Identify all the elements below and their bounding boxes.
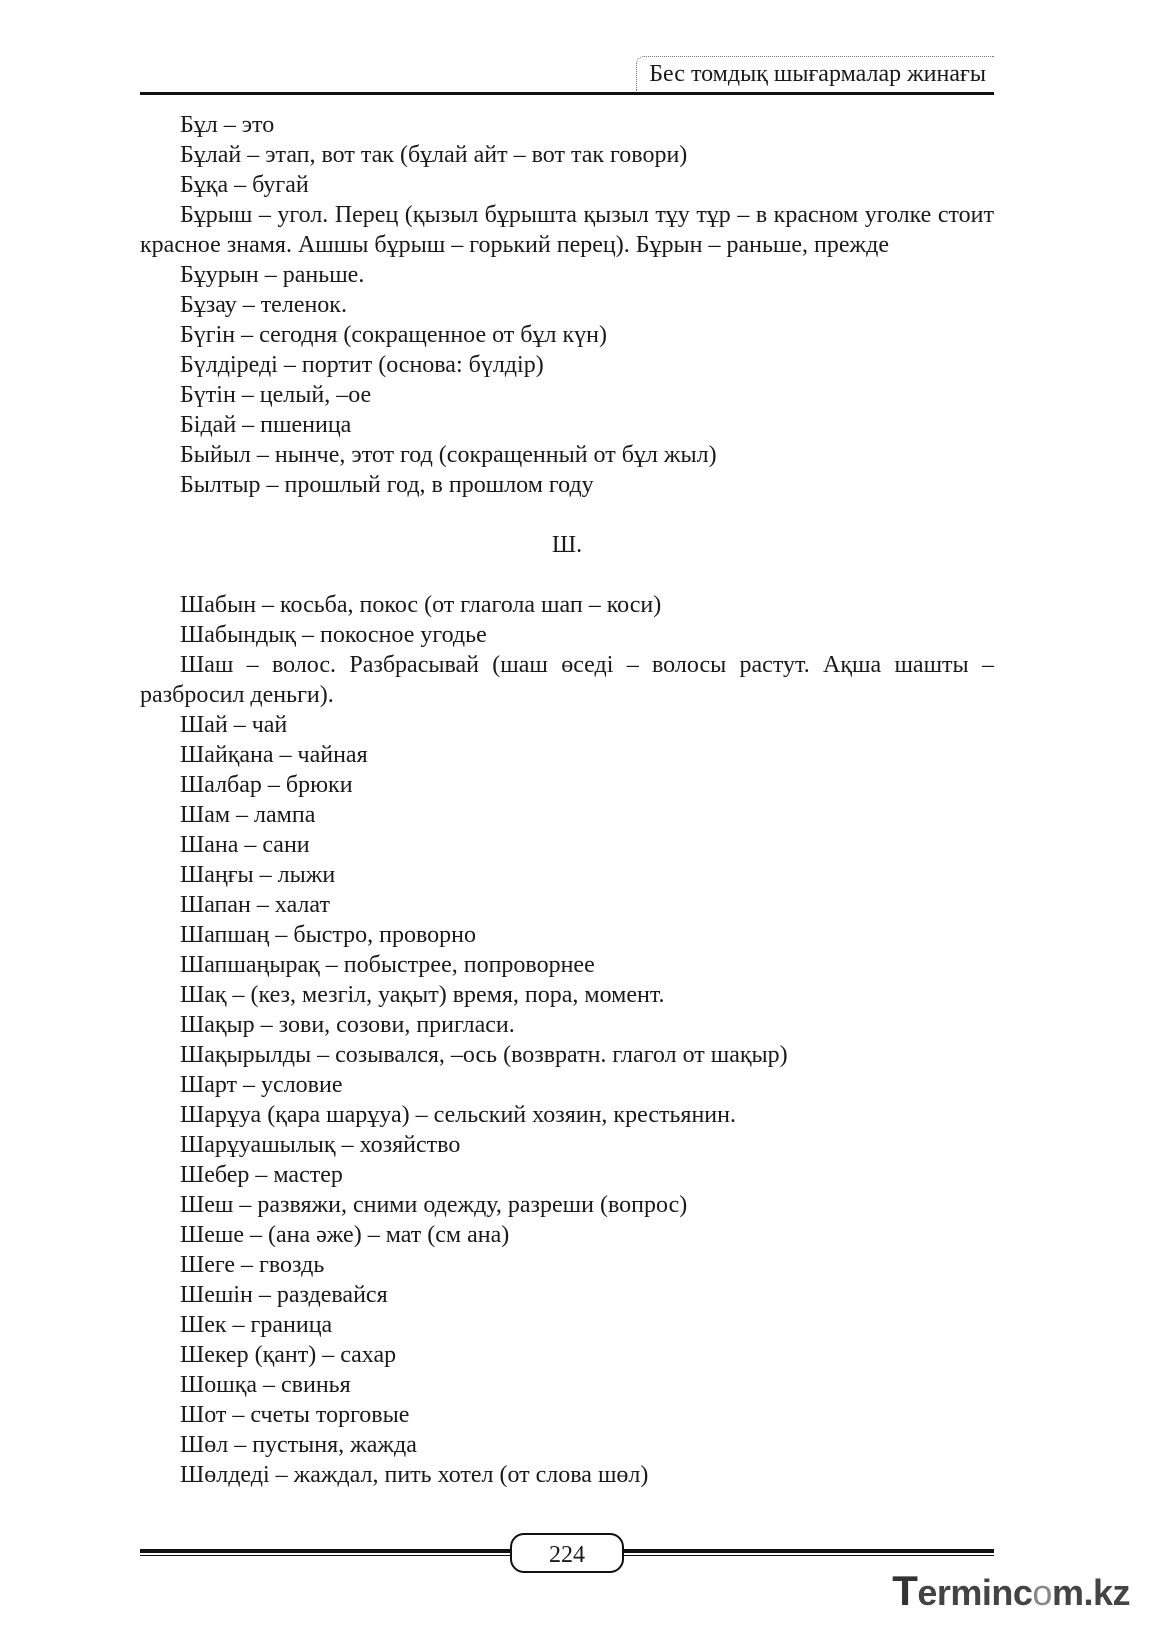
glossary-entry: Шеге – гвоздь [180, 1252, 325, 1278]
glossary-entry: Шай – чай [180, 712, 288, 738]
glossary-entry: Шалбар – брюки [180, 772, 353, 798]
glossary-entry: Бұзау – теленок. [180, 292, 347, 318]
glossary-entry: Шешін – раздевайся [180, 1282, 388, 1308]
glossary-entry: Шабын – косьба, покос (от глагола шап – коси) [180, 592, 662, 618]
glossary-entry: Бұурын – раньше. [180, 262, 365, 288]
glossary-entry: Шек – граница [180, 1312, 333, 1338]
glossary-entry: Шақыр – зови, созови, пригласи. [180, 1012, 515, 1038]
glossary-entry: Бүтін – целый, –ое [180, 382, 372, 408]
glossary-entry: Шана – сани [180, 832, 310, 858]
glossary-entry: Шарұуашылық – хозяйство [180, 1132, 461, 1158]
section-heading: Ш. [551, 532, 583, 558]
glossary-entry: Бұқа – бугай [180, 172, 309, 198]
page-footer [140, 1533, 994, 1577]
glossary-entry: Шам – лампа [180, 802, 316, 828]
glossary-entry: Бүлдіреді – портит (основа: бүлдір) [180, 352, 544, 378]
glossary-entry: Шошқа – свинья [180, 1372, 351, 1398]
glossary-entry: Шақырылды – созывался, –ось (возвратн. глагол от шақыр) [180, 1042, 788, 1068]
glossary-entry: Шарұуа (қара шарұуа) – сельский хозяин, крестьянин. [180, 1102, 736, 1128]
glossary-entry: Бұл – это [180, 112, 275, 138]
header-title: Бес томдық шығармалар жинағы [636, 56, 994, 91]
glossary-entry: Шапан – халат [180, 892, 330, 918]
glossary-entry: Шаш – волос. Разбрасывай (шаш өседі – волосы растут. Ақша шашты – разбросил деньги). [140, 652, 994, 708]
glossary-entry: Шақ – (кез, мезгіл, уақыт) время, пора, момент. [180, 982, 665, 1008]
entries-bottom-list [140, 590, 994, 1490]
footer-rule-left [140, 1549, 510, 1553]
glossary-entry: Шөлдеді – жаждал, пить хотел (от слова шөл) [180, 1462, 649, 1488]
watermark-middle: erminc [917, 1572, 1033, 1613]
running-header [140, 52, 994, 94]
glossary-entry: Шарт – условие [180, 1072, 343, 1098]
page-number: 224 [510, 1533, 624, 1573]
glossary-entry: Быйыл – нынче, этот год (сокращенный от бұл жыл) [180, 442, 717, 468]
glossary-entry: Шапшаң – быстро, проворно [180, 922, 476, 948]
entries-top-list [140, 110, 994, 500]
glossary-entry: Бұлай – этап, вот так (бұлай айт – вот так говори) [180, 142, 688, 168]
header-rule [140, 92, 994, 95]
glossary-entry: Шот – счеты торговые [180, 1402, 410, 1428]
glossary-entry: Шайқана – чайная [180, 742, 368, 768]
glossary-entry: Бүгін – сегодня (сокращенное от бұл күн) [180, 322, 607, 348]
glossary-entry: Шеше – (ана әже) – мат (см ана) [180, 1222, 510, 1248]
watermark-o: o [1032, 1572, 1052, 1613]
glossary-entry: Былтыр – прошлый год, в прошлом году [180, 472, 594, 498]
glossary-entry: Бұрыш – угол. Перец (қызыл бұрышта қызыл тұу тұр – в красном уголке стоит красное знамя. Ашшы бұрыш – горький перец). Бұрын – раньше, прежде [140, 202, 994, 258]
watermark-logo [892, 1567, 1130, 1615]
glossary-content [140, 110, 994, 1490]
footer-rule-right [624, 1549, 994, 1553]
glossary-entry: Шабындық – покосное угодье [180, 622, 487, 648]
watermark-suffix: m.kz [1051, 1572, 1130, 1613]
glossary-entry: Шеш – развяжи, сними одежду, разреши (вопрос) [180, 1192, 688, 1218]
glossary-entry: Шекер (қант) – сахар [180, 1342, 397, 1368]
glossary-entry: Шөл – пустыня, жажда [180, 1432, 417, 1458]
glossary-entry: Шебер – мастер [180, 1162, 343, 1188]
watermark-prefix: T [892, 1567, 918, 1614]
glossary-entry: Шапшаңырақ – побыстрее, попроворнее [180, 952, 595, 978]
glossary-entry: Шаңғы – лыжи [180, 862, 336, 888]
glossary-entry: Бідай – пшеница [180, 412, 352, 438]
